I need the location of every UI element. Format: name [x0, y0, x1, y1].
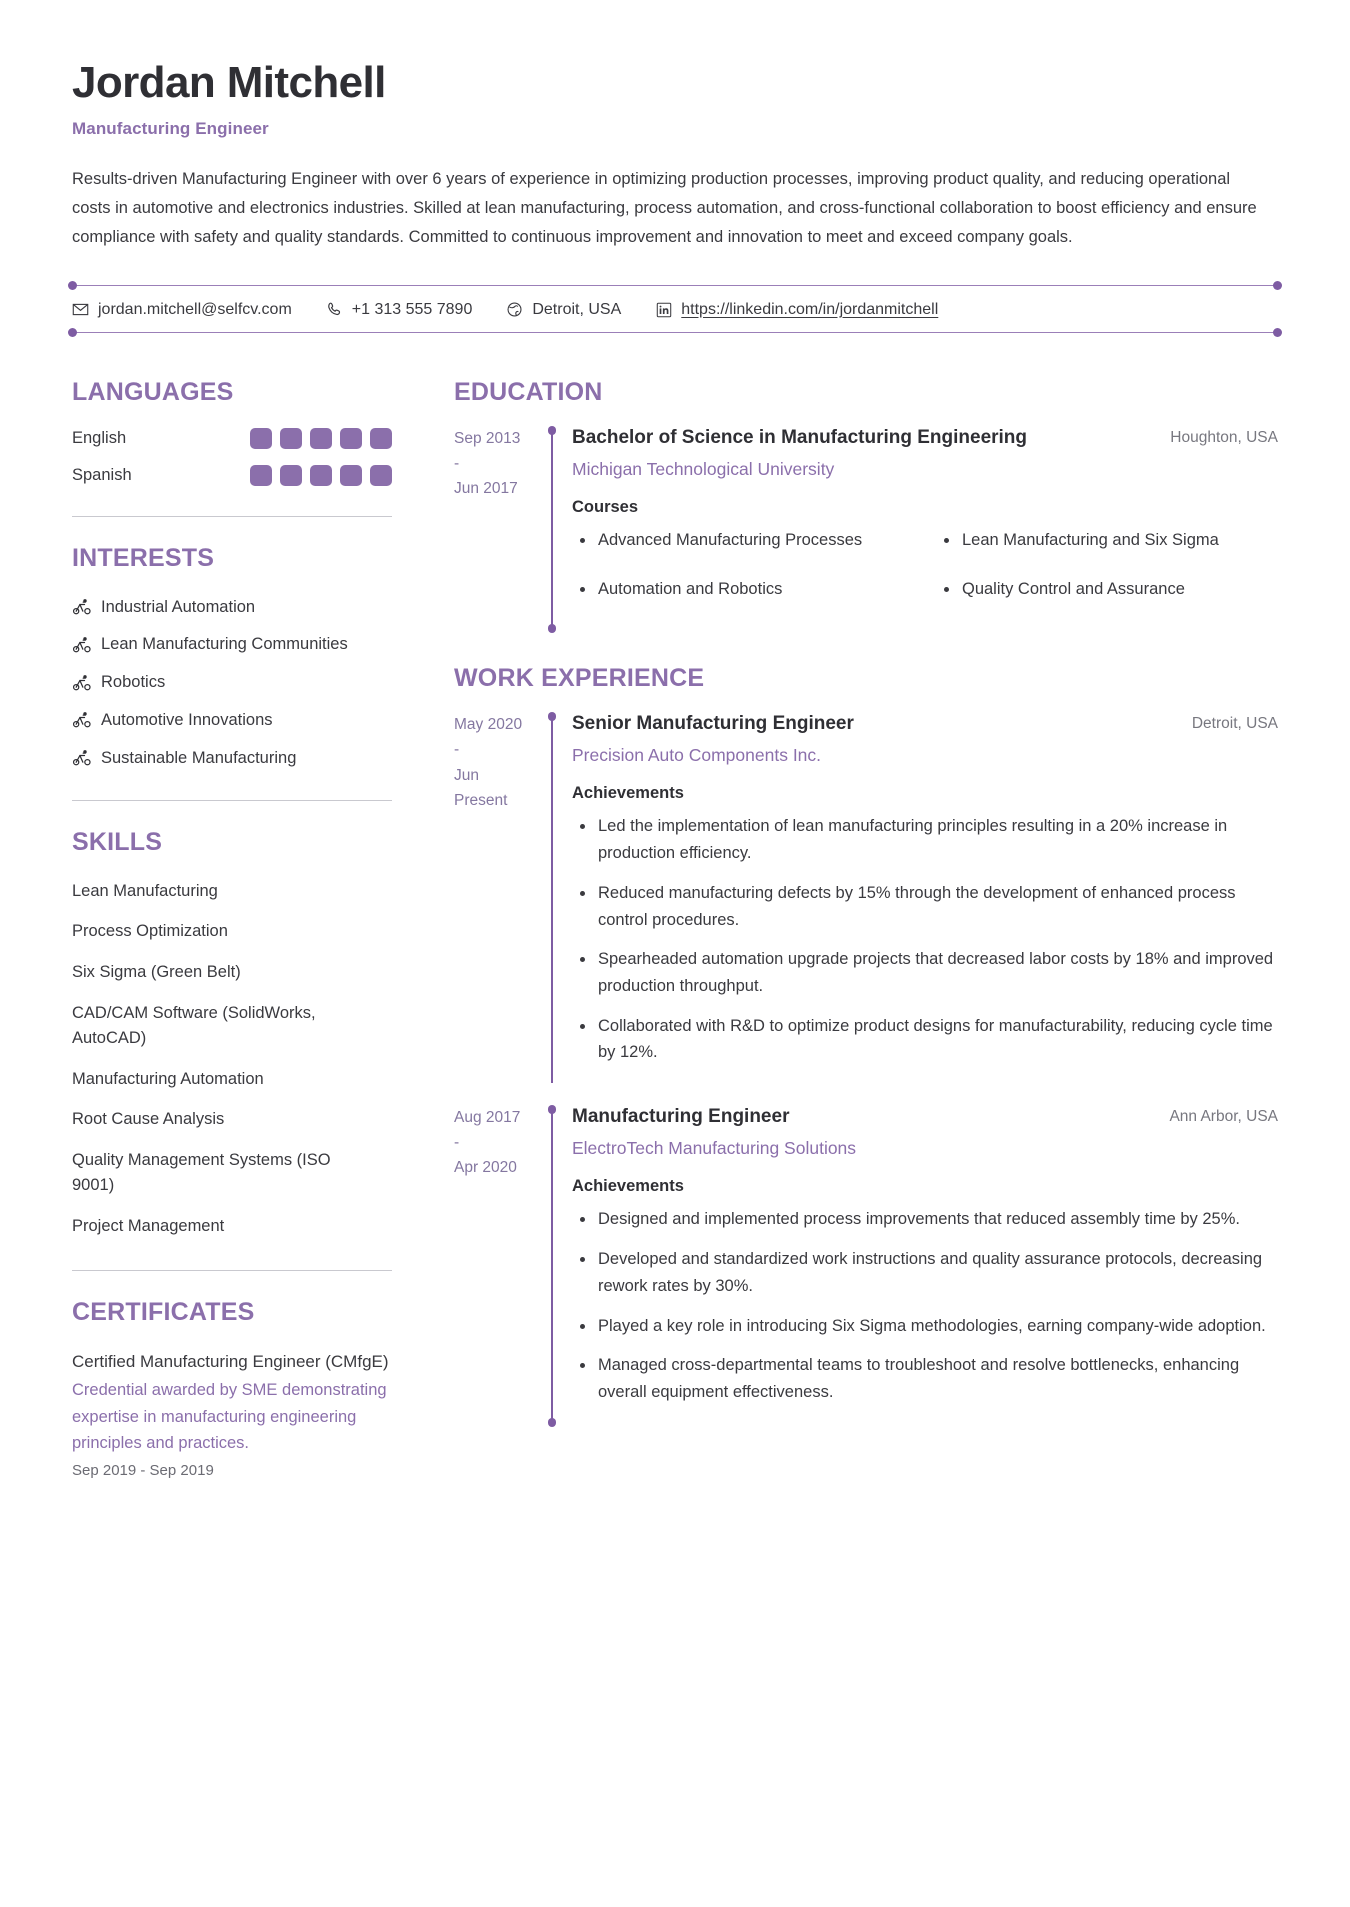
interest-label: Automotive Innovations	[101, 710, 273, 729]
skill-item: Process Optimization	[72, 922, 228, 941]
section-certificates	[72, 1299, 392, 1480]
interest-item	[72, 670, 392, 695]
contact-location-text: Detroit, USA	[532, 300, 622, 318]
interest-item	[72, 632, 392, 657]
education-dates	[454, 424, 546, 631]
level-pip	[310, 465, 332, 486]
contact-email[interactable]	[72, 301, 292, 319]
level-pip	[370, 428, 392, 449]
bicycle-icon	[72, 748, 92, 768]
skill-item: Project Management	[72, 1216, 225, 1235]
language-name: English	[72, 429, 127, 448]
sidebar-divider	[72, 1270, 392, 1271]
skill-item: Root Cause Analysis	[72, 1110, 225, 1129]
section-title-certificates: CERTIFICATES	[72, 1297, 255, 1326]
achievement-item: Designed and implemented process improvements that reduced assembly time by 25%.	[572, 1206, 1278, 1233]
certificate-name: Certified Manufacturing Engineer (CMfgE)	[72, 1352, 389, 1372]
skill-item: Manufacturing Automation	[72, 1069, 264, 1088]
level-pip	[280, 428, 302, 449]
level-pip	[250, 428, 272, 449]
date-end: Jun 2017	[454, 480, 518, 498]
contact-phone[interactable]	[326, 301, 473, 319]
timeline-dot-end	[548, 1418, 557, 1427]
level-pip	[250, 465, 272, 486]
contact-linkedin[interactable]	[655, 301, 938, 319]
course-item: Quality Control and Assurance	[936, 576, 1278, 603]
corner-dot-top-right	[1273, 281, 1282, 290]
skill-item: Six Sigma (Green Belt)	[72, 963, 241, 982]
date-start: Aug 2017	[454, 1109, 521, 1127]
certificate-item	[72, 1348, 392, 1479]
bicycle-icon	[72, 597, 92, 617]
work-dates	[454, 710, 546, 1085]
main-column	[410, 379, 1278, 1425]
course-item: Lean Manufacturing and Six Sigma	[936, 527, 1278, 554]
date-separator: -	[454, 1134, 460, 1152]
education-entry	[454, 424, 1278, 631]
interest-item	[72, 595, 392, 620]
work-dates	[454, 1103, 546, 1424]
certificate-description: Credential awarded by SME demonstrating expertise in manufacturing engineering principles and practices.	[72, 1381, 387, 1453]
envelope-icon	[72, 301, 89, 318]
sidebar-divider	[72, 800, 392, 801]
achievements-label: Achievements	[572, 784, 684, 803]
section-skills	[72, 829, 392, 1239]
timeline-line	[551, 1109, 553, 1422]
resume-header	[72, 58, 1278, 253]
corner-dot-bottom-left	[68, 328, 77, 337]
globe-icon	[506, 301, 523, 318]
contact-rule-top	[72, 285, 1278, 286]
languages-list	[72, 428, 392, 486]
section-title-skills: SKILLS	[72, 828, 163, 857]
section-title-languages: LANGUAGES	[72, 377, 234, 406]
timeline-line	[551, 716, 553, 1083]
contact-email-text: jordan.mitchell@selfcv.com	[98, 300, 292, 318]
achievements-label: Achievements	[572, 1177, 684, 1196]
job-role: Manufacturing Engineer	[572, 1106, 790, 1128]
interest-item	[72, 708, 392, 733]
achievement-item: Led the implementation of lean manufacturing principles resulting in a 20% increase in production efficiency.	[572, 813, 1278, 866]
interest-label: Sustainable Manufacturing	[101, 748, 297, 767]
achievement-item: Reduced manufacturing defects by 15% through the development of enhanced process control procedures.	[572, 880, 1278, 933]
job-role: Senior Manufacturing Engineer	[572, 713, 854, 735]
corner-dot-top-left	[68, 281, 77, 290]
achievement-item: Spearheaded automation upgrade projects that decreased labor costs by 18% and improved production throughput.	[572, 946, 1278, 999]
bicycle-icon	[72, 710, 92, 730]
work-entry	[454, 1103, 1278, 1424]
achievement-item: Developed and standardized work instructions and quality assurance protocols, decreasing rework rates by 30%.	[572, 1246, 1278, 1299]
phone-icon	[326, 301, 343, 318]
section-education	[454, 379, 1278, 631]
date-start: Sep 2013	[454, 430, 521, 448]
date-end: Jun Present	[454, 766, 508, 809]
skill-item: Lean Manufacturing	[72, 881, 218, 900]
work-body	[572, 1103, 1278, 1424]
course-item: Advanced Manufacturing Processes	[572, 527, 914, 554]
bicycle-icon	[72, 635, 92, 655]
contact-phone-text: +1 313 555 7890	[351, 300, 473, 318]
language-level-pips	[250, 465, 392, 486]
date-end: Apr 2020	[454, 1159, 517, 1177]
interests-list	[72, 595, 392, 771]
timeline-rail	[546, 1103, 558, 1424]
skills-list	[72, 879, 392, 1240]
contact-bar	[72, 285, 1278, 333]
school-name: Michigan Technological University	[572, 459, 835, 480]
section-work-experience	[454, 665, 1278, 1425]
sidebar-divider	[72, 516, 392, 517]
job-location: Detroit, USA	[1191, 715, 1278, 733]
level-pip	[370, 465, 392, 486]
language-item	[72, 465, 392, 486]
courses-list	[572, 527, 1278, 624]
courses-label: Courses	[572, 498, 639, 517]
timeline-rail	[546, 424, 558, 631]
linkedin-icon	[655, 301, 672, 318]
course-item: Automation and Robotics	[572, 576, 914, 603]
corner-dot-bottom-right	[1273, 328, 1282, 337]
skill-item: Quality Management Systems (ISO 9001)	[72, 1150, 331, 1195]
contact-location[interactable]	[506, 301, 621, 319]
bicycle-icon	[72, 673, 92, 693]
timeline-line	[551, 430, 553, 629]
interest-item	[72, 746, 392, 771]
interest-label: Lean Manufacturing Communities	[101, 635, 348, 654]
professional-summary: Results-driven Manufacturing Engineer with over 6 years of experience in optimizing production processes, improving product quality, and reducing operational costs in automotive and electronics industries. Skilled at lean manufacturing, process automation, and cross-functional collaboration to boost efficiency and ensure compliance with safety and quality standards. Committed to continuous improvement and innovation to meet and exceed company goals.	[72, 169, 1257, 247]
contact-linkedin-link[interactable]: https://linkedin.com/in/jordanmitchell	[681, 300, 939, 318]
candidate-name: Jordan Mitchell	[72, 58, 386, 107]
work-body	[572, 710, 1278, 1085]
timeline-rail	[546, 710, 558, 1085]
interest-label: Robotics	[101, 673, 166, 692]
section-gap	[454, 631, 1278, 665]
section-title-interests: INTERESTS	[72, 544, 215, 573]
level-pip	[280, 465, 302, 486]
certificate-date: Sep 2019 - Sep 2019	[72, 1462, 214, 1480]
interest-label: Industrial Automation	[101, 597, 256, 616]
achievement-item: Played a key role in introducing Six Sigma methodologies, earning company-wide adoption.	[572, 1313, 1278, 1340]
sidebar-column	[72, 379, 410, 1480]
achievement-item: Managed cross-departmental teams to troubleshoot and resolve bottlenecks, enhancing overall equipment effectiveness.	[572, 1352, 1278, 1405]
language-level-pips	[250, 428, 392, 449]
date-start: May 2020	[454, 716, 523, 734]
achievement-item: Collaborated with R&D to optimize product designs for manufacturability, reducing cycle time by 12%.	[572, 1013, 1278, 1066]
job-location: Ann Arbor, USA	[1169, 1108, 1278, 1126]
section-interests	[72, 545, 392, 770]
section-languages	[72, 379, 392, 487]
level-pip	[310, 428, 332, 449]
section-title-education: EDUCATION	[454, 377, 603, 406]
date-separator: -	[454, 455, 460, 473]
work-entry	[454, 710, 1278, 1085]
level-pip	[340, 428, 362, 449]
contact-rule-bottom	[72, 332, 1278, 333]
education-body	[572, 424, 1278, 631]
achievements-list	[572, 813, 1278, 1066]
timeline-dot-end	[548, 624, 557, 633]
skill-item: CAD/CAM Software (SolidWorks, AutoCAD)	[72, 1003, 316, 1048]
education-location: Houghton, USA	[1170, 429, 1278, 447]
language-name: Spanish	[72, 466, 132, 485]
achievements-list	[572, 1206, 1278, 1405]
candidate-job-title: Manufacturing Engineer	[72, 118, 269, 138]
company-name: ElectroTech Manufacturing Solutions	[572, 1138, 857, 1159]
section-title-work-experience: WORK EXPERIENCE	[454, 663, 705, 692]
degree-title: Bachelor of Science in Manufacturing Engineering	[572, 427, 1028, 449]
company-name: Precision Auto Components Inc.	[572, 745, 822, 766]
language-item	[72, 428, 392, 449]
date-separator: -	[454, 741, 460, 759]
level-pip	[340, 465, 362, 486]
